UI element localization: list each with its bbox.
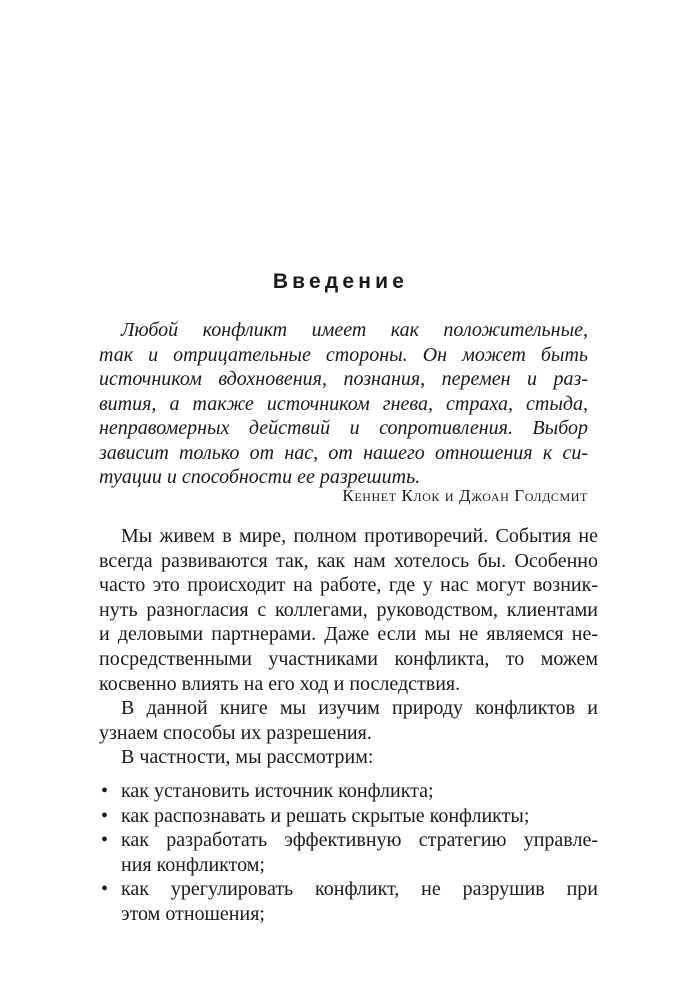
- epigraph-line: источником вдохновения, познания, перемен и раз-: [99, 368, 588, 390]
- bullet-icon: •: [101, 779, 109, 802]
- text-line: В частности, мы рассмотрим:: [121, 746, 374, 769]
- text-line: посредственными участниками конфликта, то можем: [99, 647, 598, 670]
- text-line: косвенно влиять на его ход и последствия.: [99, 672, 461, 695]
- list-item: [99, 877, 598, 926]
- epigraph-line: вития, а также источником гнева, страха, стыда,: [99, 392, 588, 415]
- text-line: как урегулировать конфликт, не разрушив при: [121, 878, 598, 901]
- list-item: [99, 804, 598, 829]
- text-line: нуть разногласия с коллегами, руководством, клиентами: [99, 598, 598, 621]
- paragraph: [99, 696, 598, 745]
- text-line: этом отношения;: [121, 902, 265, 925]
- text-line: как распознавать и решать скрытые конфликты;: [121, 804, 530, 827]
- bullet-icon: •: [101, 878, 109, 901]
- text-line: узнаем способы их разрешения.: [99, 721, 372, 744]
- text-line: как установить источник конфликта;: [121, 779, 434, 802]
- epigraph-line: туации и способности ее разрешить.: [99, 466, 421, 488]
- text-line: всегда развиваются так, как нам хотелось бы. Особенно: [99, 549, 598, 572]
- list-item: [99, 828, 598, 877]
- bullet-icon: •: [101, 804, 109, 827]
- list-item: [99, 779, 598, 804]
- text-line: ния конфликтом;: [121, 853, 265, 876]
- text-line: Мы живем в мире, полном противоречий. События не: [121, 525, 598, 547]
- epigraph-line: неправомерных действий и сопротивления. Выбор: [99, 417, 588, 439]
- text-line: В данной книге мы изучим природу конфликтов и: [121, 697, 598, 720]
- bullet-icon: •: [101, 829, 109, 852]
- epigraph-line: Любой конфликт имеет как положительные,: [121, 319, 588, 341]
- text-line: и деловыми партнерами. Даже если мы не являемся не-: [99, 623, 598, 646]
- epigraph-line: зависит только от нас, от нашего отношения к си-: [99, 441, 588, 464]
- chapter-title: Введение: [272, 270, 409, 293]
- epigraph: [99, 318, 588, 490]
- epigraph-attribution: Кеннет Клок и Джоан Голдсмит: [342, 486, 588, 505]
- paragraph: [99, 524, 598, 696]
- body-text: [99, 524, 598, 927]
- bullet-list: [99, 779, 598, 927]
- text-line: часто это происходит на работе, где у нас могут возник-: [99, 574, 598, 597]
- text-line: как разработать эффективную стратегию управле-: [121, 829, 598, 852]
- paragraph: [99, 745, 598, 770]
- epigraph-line: так и отрицательные стороны. Он может быть: [99, 343, 588, 366]
